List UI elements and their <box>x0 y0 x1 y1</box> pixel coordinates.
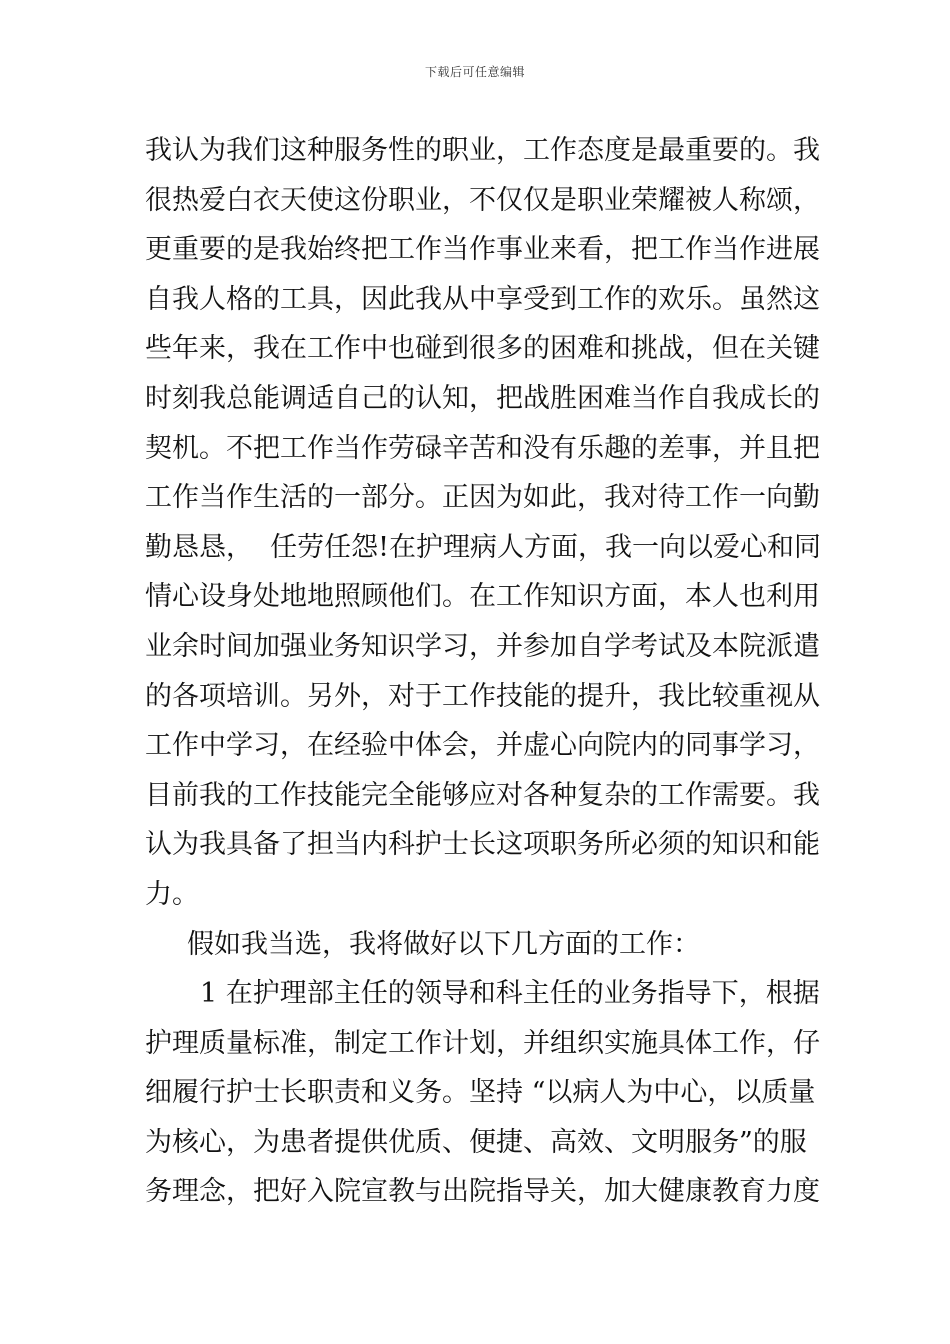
text-line: 护理质量标准，制定工作计划，并组织实施具体工作，仔 <box>145 1027 820 1059</box>
text-line: 力。 <box>145 878 199 910</box>
text-line: 自我人格的工具，因此我从中享受到工作的欢乐。虽然这 <box>145 283 820 315</box>
text-line: 为核心，为患者提供优质、便捷、高效、文明服务”的服 <box>145 1126 807 1158</box>
numbered-item-line: 1 在护理部主任的领导和科主任的业务指导下，根据 <box>200 978 820 1010</box>
text-line: 认为我具备了担当内科护士长这项职务所必须的知识和能 <box>145 829 820 861</box>
page-header: 下载后可任意编辑 <box>424 65 525 79</box>
text-line: 些年来，我在工作中也碰到很多的困难和挑战，但在关键 <box>145 333 820 365</box>
text-line: 工作中学习，在经验中体会，并虚心向院内的同事学习， <box>145 730 820 762</box>
text-line: 情心设身处地地照顾他们。在工作知识方面，本人也利用 <box>145 581 820 613</box>
document-body <box>145 126 822 1217</box>
text-line: 时刻我总能调适自己的认知，把战胜困难当作自我成长的 <box>145 382 820 414</box>
text-line: 工作当作生活的一部分。正因为如此，我对待工作一向勤 <box>145 482 820 514</box>
text-line: 业余时间加强业务知识学习，并参加自学考试及本院派遣 <box>145 630 820 662</box>
text-line: 的各项培训。另外，对于工作技能的提升，我比较重视从 <box>145 680 820 712</box>
text-line: 很热爱白衣天使这份职业，不仅仅是职业荣耀被人称颂， <box>145 184 820 216</box>
text-line: 细履行护士长职责和义务。坚持 “以病人为中心，以质量 <box>145 1077 816 1109</box>
text-line: 更重要的是我始终把工作当作事业来看，把工作当作进展 <box>145 234 820 266</box>
text-line: 目前我的工作技能完全能够应对各种复杂的工作需要。我 <box>145 779 820 811</box>
text-line: 契机。不把工作当作劳碌辛苦和没有乐趣的差事，并且把 <box>145 432 820 464</box>
text-line: 勤恳恳， 任劳任怨!在护理病人方面，我一向以爱心和同 <box>145 531 822 563</box>
text-line: 务理念，把好入院宣教与出院指导关，加大健康教育力度 <box>145 1176 820 1208</box>
text-line: 我认为我们这种服务性的职业，工作态度是最重要的。我 <box>145 135 820 166</box>
paragraph-start-line: 假如我当选，我将做好以下几方面的工作： <box>187 928 700 960</box>
